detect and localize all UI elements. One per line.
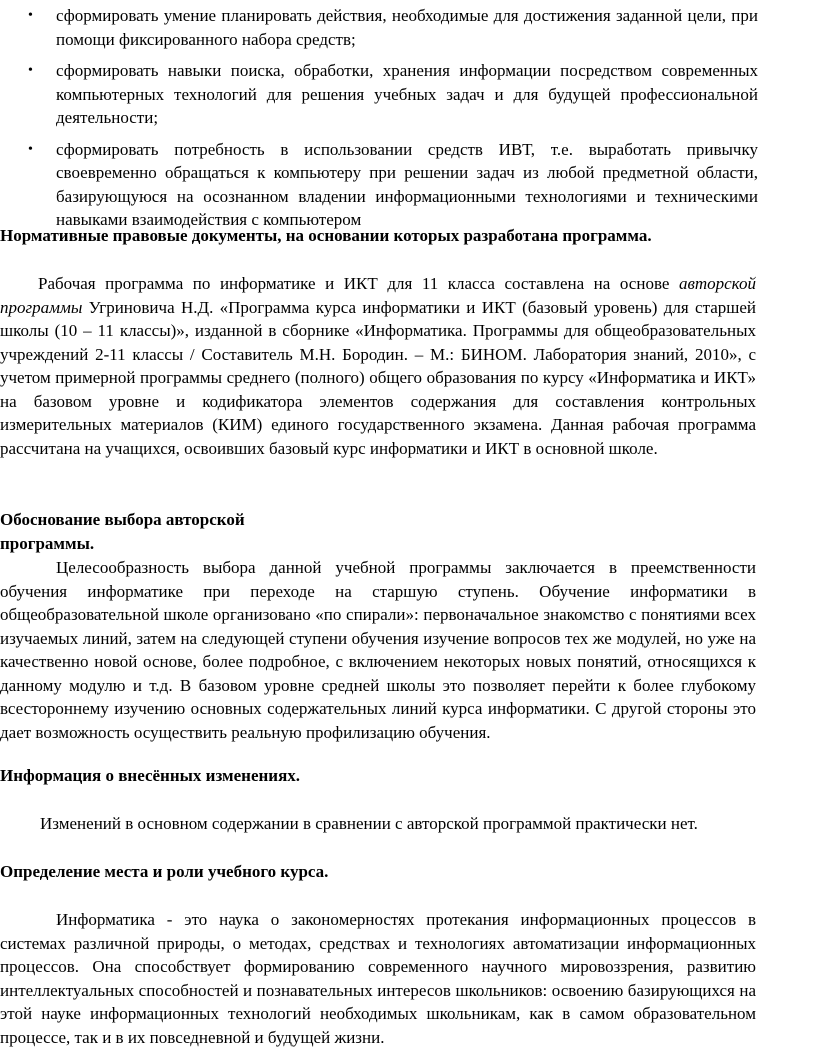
choice-heading <box>0 508 756 555</box>
place-heading: Определение места и роли учебного курса. <box>0 862 329 881</box>
choice-heading-line2: программы. <box>0 533 95 553</box>
choice-paragraph: Целесообразность выбора данной учебной программы заключается в преемственности обучения информатике при переходе на старшую ступень. Обучение информатики в общеобразовательной школе организовано «по спирали»: первоначальное знакомство с понятиями всех изучаемых линий, затем на следующей ступени обучения изучение вопросов тех же модулей, но уже на качественно новой основе, более подробное, с включением некоторых новых понятий, относящихся к данному модулю и т.д. В базовом уровне средней школы это позволяет перейти к более глубокому всестороннему изучению основных содержательных линий курса информатики. С другой стороны это дает возможность осуществить реальную профилизацию обучения. <box>0 558 756 742</box>
normative-para-rest: Угриновича Н.Д. «Программа курса информатики и ИКТ (базовый уровень) для старшей школы (10 – 11 классы)», изданной в сборнике «Информатика. Программы для общеобразовательных учреждений 2-11 классы / Составитель М.Н. Бородин. – М.: БИНОМ. Лаборатория знаний, 2010», с учетом примерной программы среднего (полного) общего образования по курсу «Информатика и ИКТ» на базовом уровне и кодификатора элементов содержания для составления контрольных измерительных материалов (КИМ) единого государственного экзамена. Данная рабочая программа рассчитана на учащихся, освоивших базовый курс информатики и ИКТ в основной школе. <box>0 297 756 458</box>
choice-heading-line1: Обоснование выбора авторской <box>0 510 245 529</box>
changes-heading: Информация о внесённых изменениях. <box>0 766 301 785</box>
normative-paragraph <box>0 272 756 460</box>
list-item: • сформировать потребность в использовании средств ИВТ, т.е. выработать привычку своевременно обращаться к компьютеру при решении задач из любой предметной области, базирующуюся на осознанном владении информационными технологиями и техническими навыками взаимодействия с компьютером <box>0 138 816 232</box>
list-item: • сформировать умение планировать действия, необходимые для достижения заданной цели, при помощи фиксированного набора средств; <box>0 4 816 51</box>
normative-heading: Нормативные правовые документы, на основании которых разработана программа. <box>0 226 652 245</box>
list-item: • сформировать навыки поиска, обработки, хранения информации посредством современных компьютерных технологий для решения учебных задач и для будущей профессиональной деятельности; <box>0 59 816 130</box>
normative-para-italic: авторской программы <box>0 274 756 317</box>
place-paragraph: Информатика - это наука о закономерностях протекания информационных процессов в системах различной природы, о методах, средствах и технологиях автоматизации информационных процессов. Она способствует формированию современного научного мировоззрения, развитию интеллектуальных способностей и познавательных интересов школьников: освоению базирующихся на этой науке информационных технологий необходимых школьникам, как в самом образовательном процессе, так и в их повседневной и будущей жизни. <box>0 910 756 1047</box>
normative-para-lead: Рабочая программа по информатике и ИКТ для 11 класса составлена на основе <box>38 274 679 293</box>
goals-bullet-list <box>0 4 816 240</box>
changes-paragraph: Изменений в основном содержании в сравнении с авторской программой практически нет. <box>40 814 698 833</box>
